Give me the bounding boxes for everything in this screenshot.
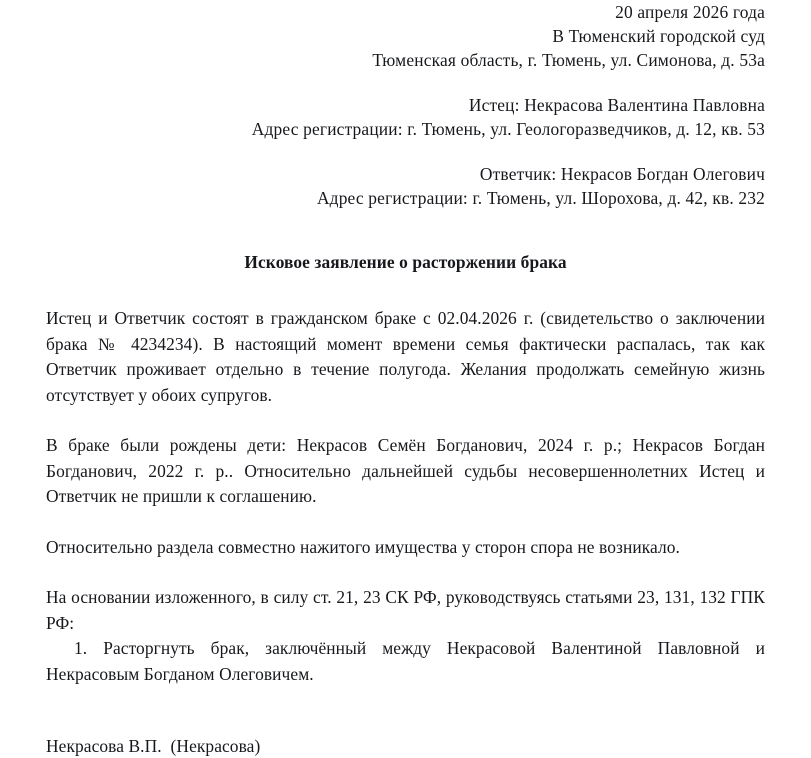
claim-item-1: 1. Расторгнуть брак, заключённый между Некрасовой Валентиной Павловной и Некрасовым Богданом Олеговичем.	[46, 638, 765, 684]
document-date: 20 апреля 2026 года	[615, 2, 765, 22]
plaintiff-block	[46, 93, 765, 141]
paragraph-property: Относительно раздела совместно нажитого имущества у сторон спора не возникало.	[46, 536, 680, 557]
paragraph-marriage: Истец и Ответчик состоят в гражданском браке с 02.04.2026 г. (свидетельство о заключении брака № 4234234). В настоящий момент времени семья фактически распалась, так как Ответчик проживает отдельно в течение полугода. Желания продолжать семейную жизнь отсутствует у обоих супругов.	[46, 308, 765, 405]
plaintiff-name: Истец: Некрасова Валентина Павловна	[468, 95, 765, 115]
paragraph-legal-basis: На основании изложенного, в силу ст. 21, 23 СК РФ, руководствуясь статьями 23, 131, 132 ГПК РФ:	[46, 587, 765, 633]
paragraph-children: В браке были рождены дети: Некрасов Семён Богданович, 2024 г. р.; Некрасов Богдан Богданович, 2022 г. р.. Относительно дальнейшей судьбы несовершеннолетних Истец и Ответчик не пришли к соглашению.	[46, 435, 765, 506]
defendant-address: Адрес регистрации: г. Тюмень, ул. Шорохова, д. 42, кв. 232	[316, 188, 765, 208]
court-address: Тюменская область, г. Тюмень, ул. Симонова, д. 53а	[372, 50, 765, 70]
signature-line: Некрасова В.П. (Некрасова)	[46, 736, 261, 756]
court-name: В Тюменский городской суд	[552, 26, 765, 46]
document-title: Исковое заявление о расторжении брака	[244, 252, 567, 272]
defendant-name: Ответчик: Некрасов Богдан Олегович	[479, 164, 765, 184]
document-content	[46, 0, 765, 758]
plaintiff-address: Адрес регистрации: г. Тюмень, ул. Геологоразведчиков, д. 12, кв. 53	[251, 119, 765, 139]
defendant-block	[46, 162, 765, 210]
header-date-court-block	[46, 0, 765, 72]
